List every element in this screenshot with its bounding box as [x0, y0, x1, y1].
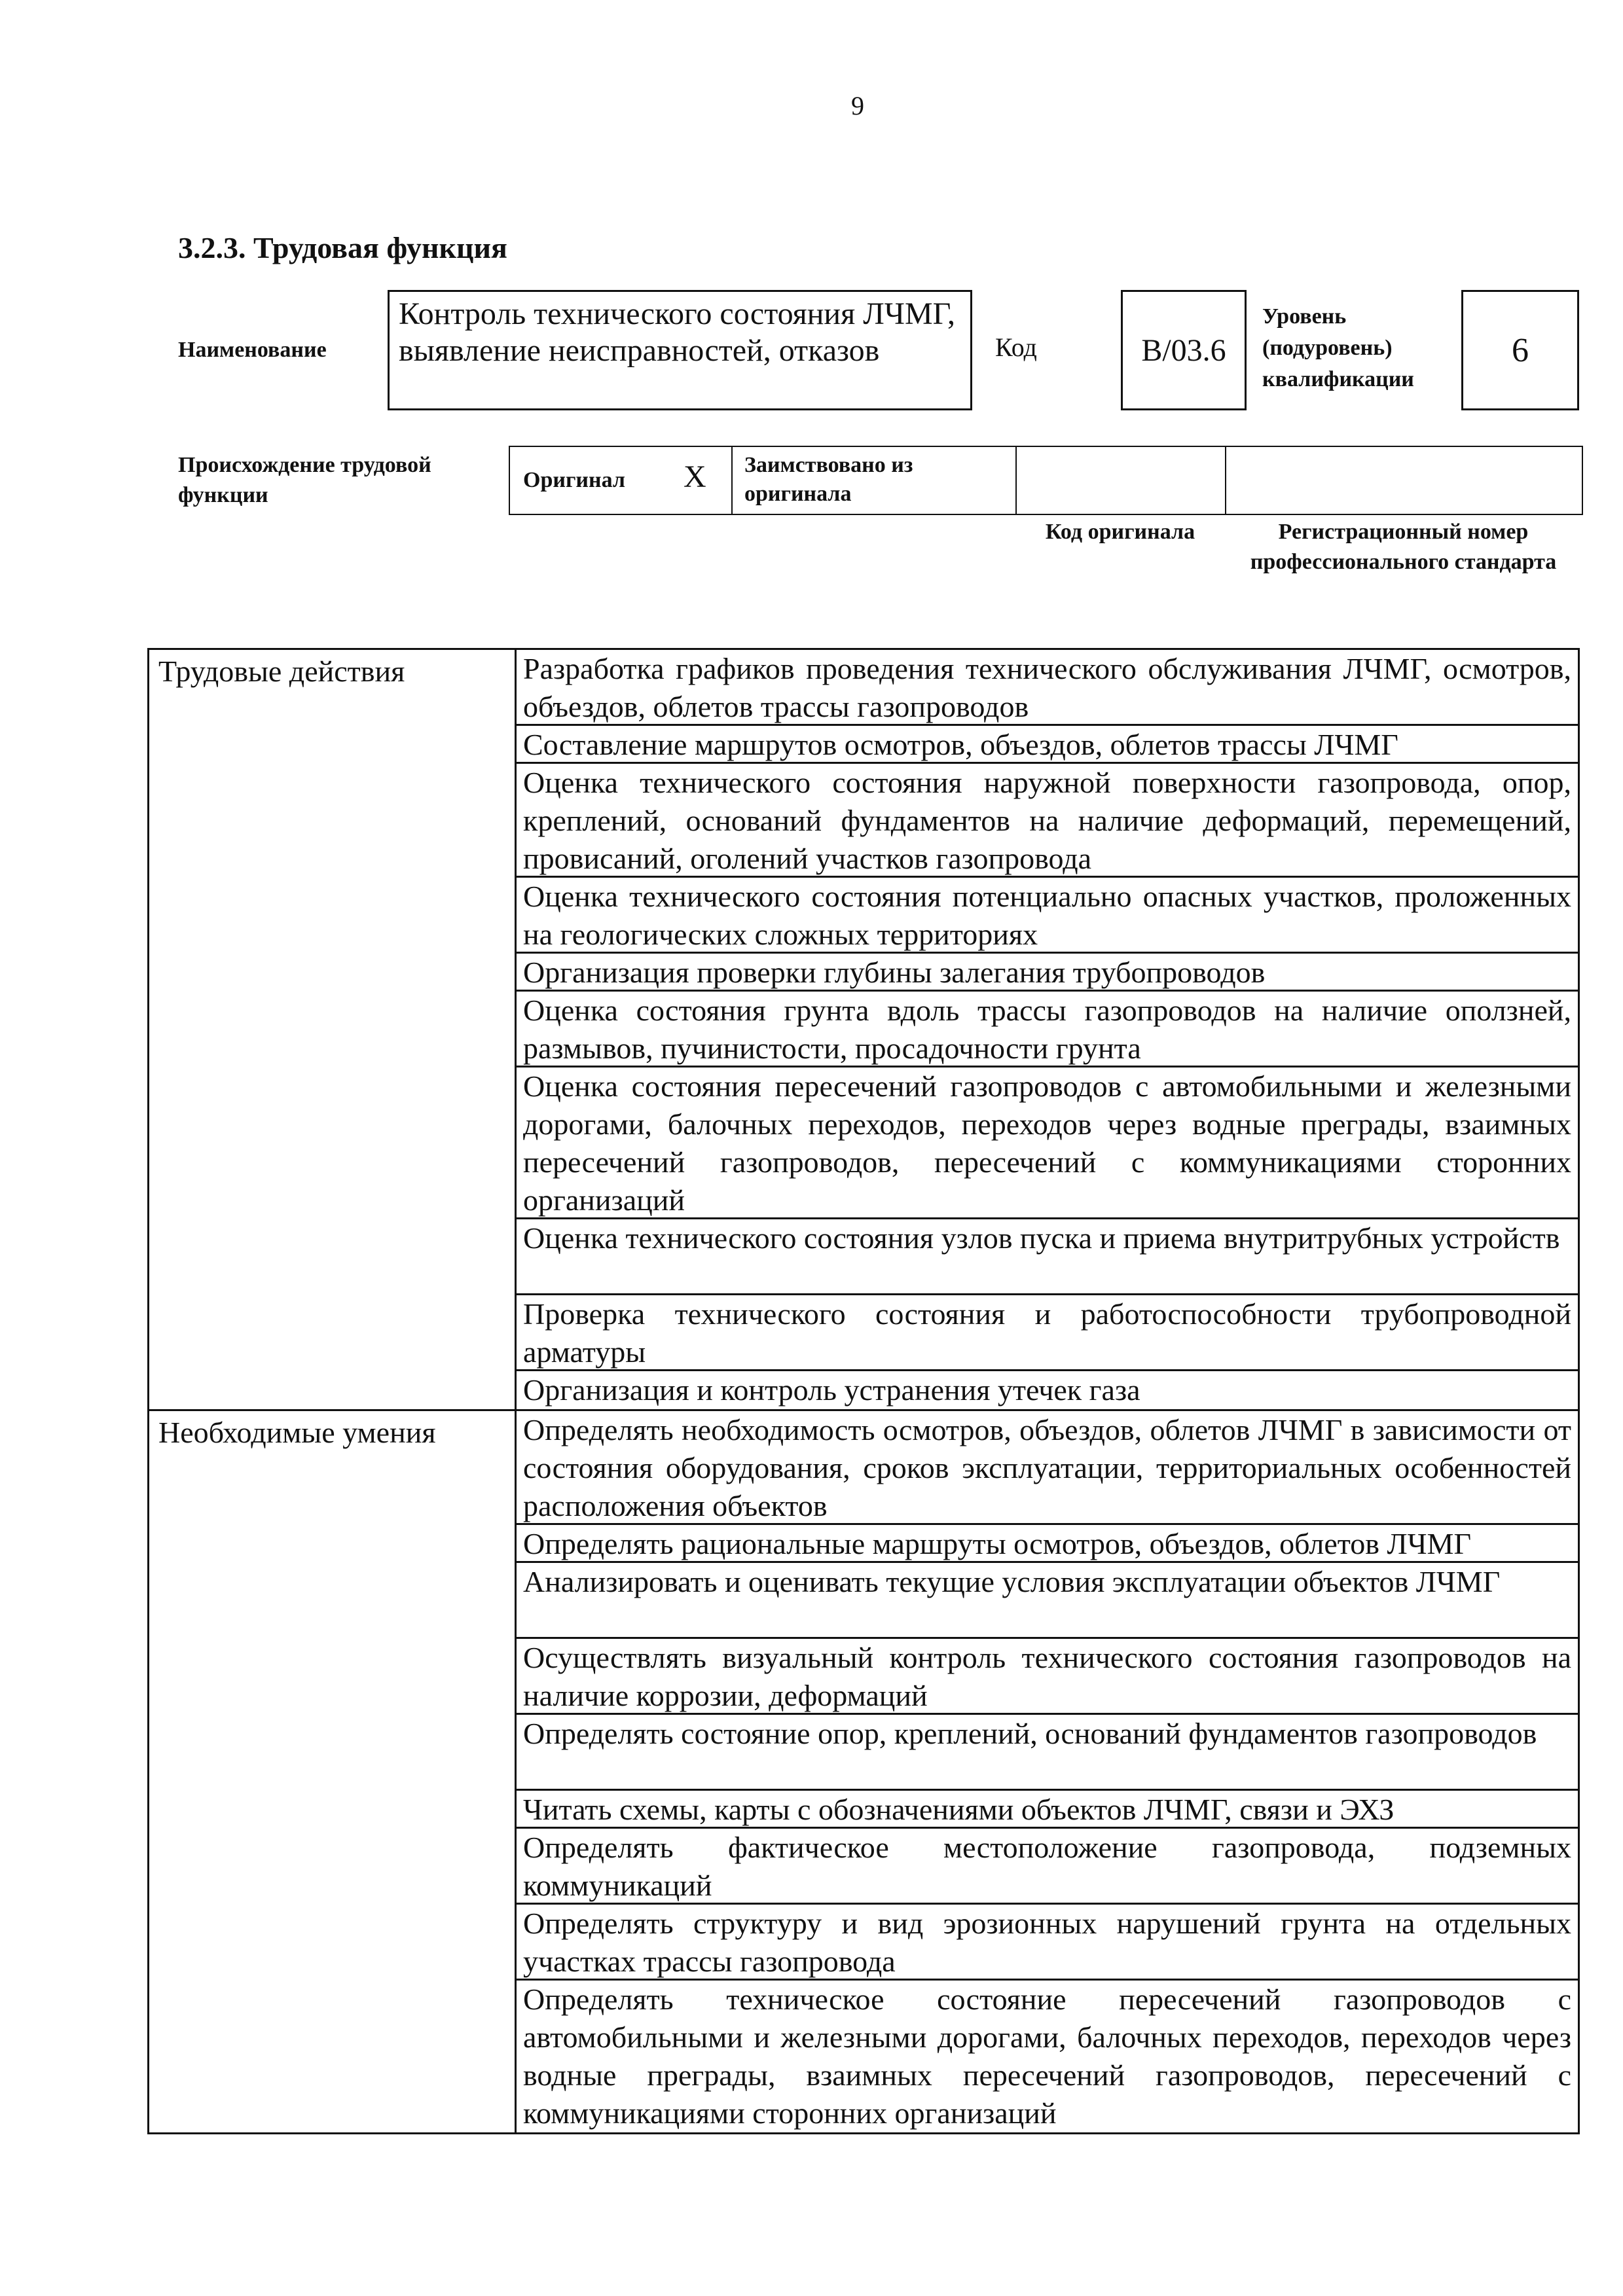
list-item: Организация проверки глубины залегания трубопроводов	[517, 954, 1578, 992]
original-mark: X	[684, 459, 706, 494]
origin-label	[178, 450, 431, 511]
origin-label-line: Происхождение трудовой	[178, 453, 431, 477]
list-item: Читать схемы, карты с обозначениями объектов ЛЧМГ, связи и ЭХЗ	[517, 1791, 1578, 1829]
list-item: Осуществлять визуальный контроль технического состояния газопроводов на наличие коррозии, деформаций	[517, 1639, 1578, 1715]
original-label: Оригинал	[523, 468, 625, 492]
list-item: Оценка технического состояния потенциально опасных участков, проложенных на геологических сложных территориях	[517, 878, 1578, 954]
origin-table	[509, 446, 1583, 515]
level-label	[1262, 301, 1414, 395]
code-label: Код	[995, 332, 1037, 362]
borrowed-label-line: Заимствовано из	[744, 453, 913, 477]
list-item: Оценка технического состояния узлов пуска и приема внутритрубных устройств	[517, 1219, 1578, 1295]
labor-actions-label: Трудовые действия	[149, 649, 516, 1410]
labor-actions-row	[149, 649, 1579, 1410]
reg-number-caption: Регистрационный номер профессионального стандарта	[1250, 520, 1557, 574]
name-value: Контроль технического состояния ЛЧМГ, выявление неисправностей, отказов	[388, 290, 972, 410]
origin-code-cell	[1017, 447, 1226, 514]
list-item: Определять структуру и вид эрозионных нарушений грунта на отдельных участках трассы газопровода	[517, 1905, 1578, 1981]
level-label-line: (подуровень)	[1262, 336, 1393, 360]
list-item: Организация и контроль устранения утечек газа	[523, 1373, 1140, 1407]
origin-reg-cell	[1226, 447, 1583, 514]
list-item: Разработка графиков проведения технического обслуживания ЛЧМГ, осмотров, объездов, облетов трассы газопроводов	[517, 650, 1578, 726]
list-item: Анализировать и оценивать текущие условия эксплуатации объектов ЛЧМГ	[517, 1563, 1578, 1639]
page-number: 9	[851, 91, 864, 120]
required-skills-label: Необходимые умения	[149, 1410, 516, 2134]
name-label: Наименование	[178, 338, 327, 362]
required-skills-row	[149, 1410, 1579, 2134]
code-original-caption: Код оригинала	[1045, 520, 1195, 544]
list-item: Оценка состояния грунта вдоль трассы газопроводов на наличие оползней, размывов, пучинистости, просадочности грунта	[517, 992, 1578, 1067]
list-item: Оценка технического состояния наружной поверхности газопровода, опор, креплений, оснований фундаментов на наличие деформаций, перемещений, провисаний, оголений участков газопровода	[517, 764, 1578, 878]
level-label-line: квалификации	[1262, 367, 1414, 391]
section-title: 3.2.3. Трудовая функция	[178, 231, 507, 264]
list-item: Определять состояние опор, креплений, оснований фундаментов газопроводов	[517, 1715, 1578, 1791]
list-item: Определять рациональные маршруты осмотров, объездов, облетов ЛЧМГ	[517, 1525, 1578, 1563]
labor-actions-list	[516, 649, 1579, 1410]
list-item: Определять необходимость осмотров, объездов, облетов ЛЧМГ в зависимости от состояния оборудования, сроков эксплуатации, территориальных особенностей расположения объектов	[517, 1411, 1578, 1525]
borrowed-label	[744, 451, 913, 509]
code-value: В/03.6	[1121, 290, 1247, 410]
list-item: Составление маршрутов осмотров, объездов, облетов трассы ЛЧМГ	[517, 726, 1578, 764]
list-item: Определять техническое состояние пересечений газопроводов с автомобильными и железными дорогами, балочных переходов, переходов через водные преграды, взаимных пересечений газопроводов, пересечений с коммуникациями сторонних организаций	[523, 1982, 1571, 2130]
origin-original-cell	[510, 447, 733, 514]
origin-label-line: функции	[178, 483, 268, 507]
required-skills-list	[516, 1410, 1579, 2134]
borrowed-label-line: оригинала	[744, 482, 852, 506]
list-item: Определять фактическое местоположение газопровода, подземных коммуникаций	[517, 1829, 1578, 1905]
list-item: Оценка состояния пересечений газопроводов с автомобильными и железными дорогами, балочных переходов, переходов через водные преграды, взаимных пересечений газопроводов, пересечений с коммуникациями сторонних организаций	[517, 1067, 1578, 1219]
list-item: Проверка технического состояния и работоспособности трубопроводной арматуры	[517, 1295, 1578, 1371]
origin-borrowed-cell	[733, 447, 1017, 514]
function-table	[147, 648, 1580, 2134]
level-label-line: Уровень	[1262, 304, 1347, 329]
level-value: 6	[1461, 290, 1579, 410]
